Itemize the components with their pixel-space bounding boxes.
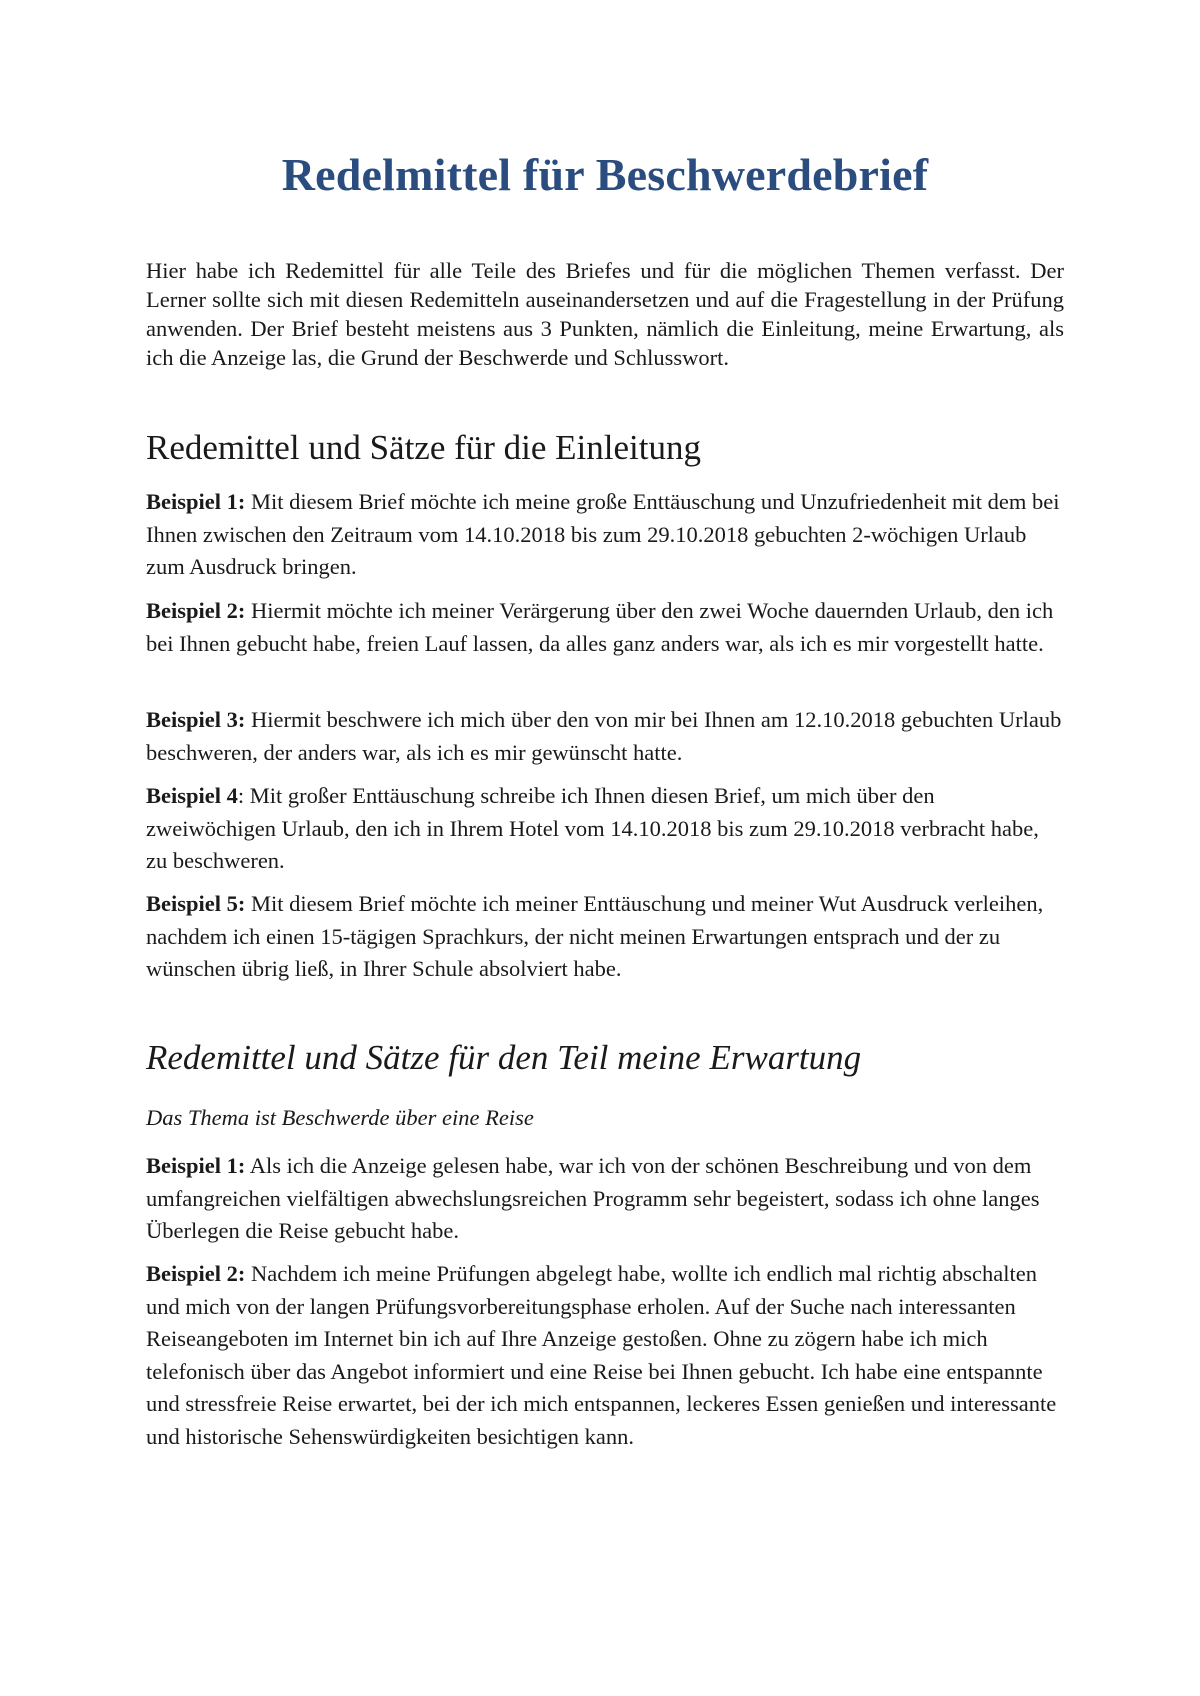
example-text: : Mit großer Enttäuschung schreibe ich Ihnen diesen Brief, um mich über den zweiwöchigen Urlaub, den ich in Ihrem Hotel vom 14.10.2018 bis zum 29.10.2018 verbracht habe, zu beschweren. [146, 783, 1039, 873]
einleitung-example-4 [146, 780, 1064, 878]
example-label: Beispiel 2: [146, 598, 246, 623]
example-text: Als ich die Anzeige gelesen habe, war ich von der schönen Beschreibung und von dem umfangreichen vielfältigen abwechslungsreichen Programm sehr begeistert, sodass ich ohne langes Überlegen die Reise gebucht habe. [146, 1153, 1040, 1243]
example-text: Mit diesem Brief möchte ich meine große Enttäuschung und Unzufriedenheit mit dem bei Ihnen zwischen den Zeitraum vom 14.10.2018 bis zum 29.10.2018 gebuchten 2-wöchigen Urlaub zum Ausdruck bringen. [146, 489, 1060, 579]
erwartung-example-2 [146, 1258, 1064, 1453]
example-label: Beispiel 3: [146, 707, 246, 732]
erwartung-example-1 [146, 1150, 1064, 1248]
page-title: Redelmittel für Beschwerdebrief [281, 149, 929, 200]
section-heading-erwartung: Redemittel und Sätze für den Teil meine Erwartung [146, 1038, 862, 1077]
section-heading-einleitung: Redemittel und Sätze für die Einleitung [146, 428, 701, 467]
example-text: Nachdem ich meine Prüfungen abgelegt habe, wollte ich endlich mal richtig abschalten und mich von der langen Prüfungsvorbereitungsphase erholen. Auf der Suche nach interessanten Reiseangeboten im Internet bin ich auf Ihre Anzeige gestoßen. Ohne zu zögern habe ich mich telefonisch über das Angebot informiert und eine Reise bei Ihnen gebucht. Ich habe eine entspannte und stressfreie Reise erwartet, bei der ich mich entspannen, leckeres Essen genießen und interessante und historische Sehenswürdigkeiten besichtigen kann. [146, 1261, 1057, 1449]
example-label: Beispiel 2: [146, 1261, 246, 1286]
example-label: Beispiel 4 [146, 783, 238, 808]
example-label: Beispiel 5: [146, 891, 246, 916]
intro-paragraph: Hier habe ich Redemittel für alle Teile des Briefes und für die möglichen Themen verfasst. Der Lerner sollte sich mit diesen Redemitteln auseinandersetzen und auf die Fragestellung in der Prüfung anwenden. Der Brief besteht meistens aus 3 Punkten, nämlich die Einleitung, meine Erwartung, als ich die Anzeige las, die Grund der Beschwerde und Schlusswort. [146, 258, 1064, 370]
einleitung-example-1 [146, 486, 1064, 584]
example-text: Mit diesem Brief möchte ich meiner Enttäuschung und meiner Wut Ausdruck verleihen, nachdem ich einen 15-tägigen Sprachkurs, der nicht meinen Erwartungen entsprach und der zu wünschen übrig ließ, in Ihrer Schule absolviert habe. [146, 891, 1044, 981]
einleitung-example-5 [146, 888, 1064, 986]
example-text: Hiermit möchte ich meiner Verärgerung über den zwei Woche dauernden Urlaub, den ich bei Ihnen gebucht habe, freien Lauf lassen, da alles ganz anders war, als ich es mir vorgestellt hatte. [146, 598, 1054, 656]
section-subtitle: Das Thema ist Beschwerde über eine Reise [146, 1105, 534, 1130]
example-text: Hiermit beschwere ich mich über den von mir bei Ihnen am 12.10.2018 gebuchten Urlaub beschweren, der anders war, als ich es mir gewünscht hatte. [146, 707, 1062, 765]
einleitung-example-3 [146, 704, 1064, 769]
einleitung-example-2 [146, 595, 1064, 660]
example-label: Beispiel 1: [146, 1153, 246, 1178]
example-label: Beispiel 1: [146, 489, 246, 514]
